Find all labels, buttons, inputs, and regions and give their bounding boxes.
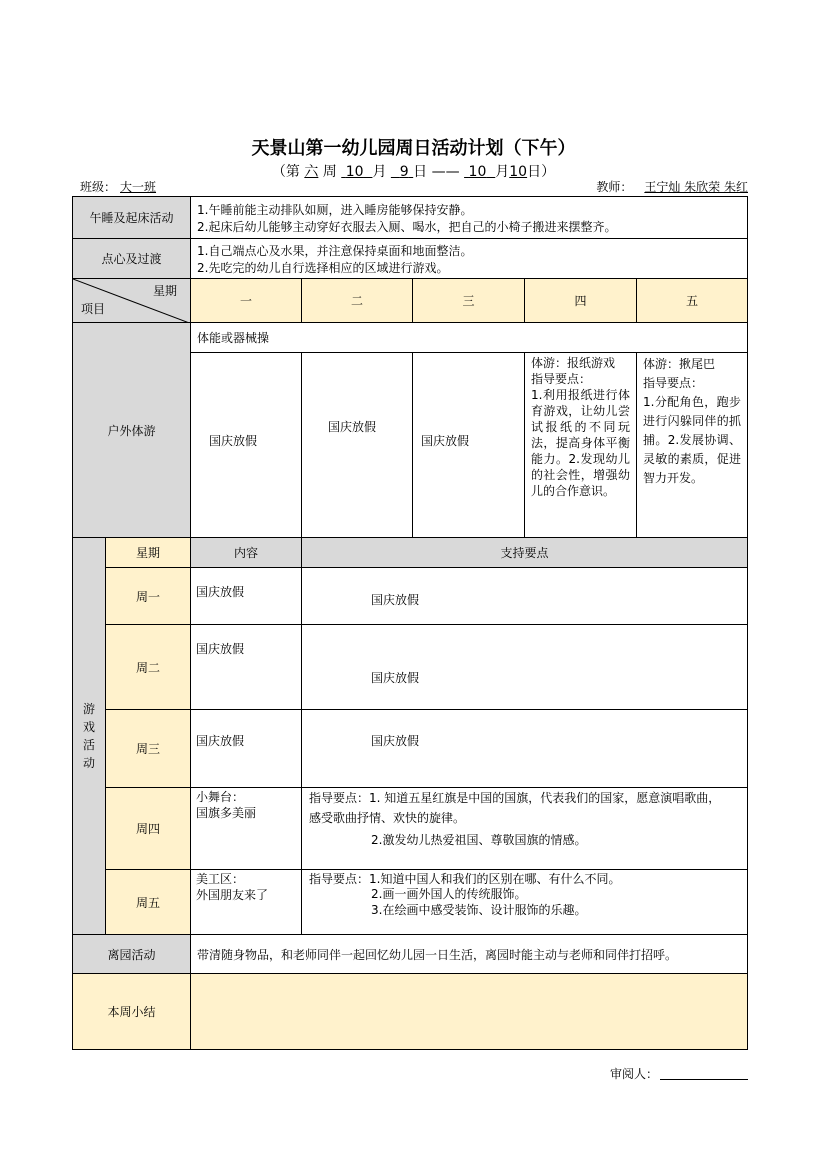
page-title: 天景山第一幼儿园周日活动计划（下午） bbox=[251, 138, 576, 159]
game-label bbox=[72, 537, 106, 935]
class-info bbox=[80, 179, 192, 195]
nap-content bbox=[190, 196, 748, 239]
end-month: 10 bbox=[468, 164, 487, 180]
game-content: 小舞台： 国旗多美丽 bbox=[190, 787, 302, 870]
support-text: 国庆放假 bbox=[371, 734, 420, 748]
support-line: 感受歌曲抒情、欢快的旋律。 bbox=[309, 811, 466, 825]
class-label: 班级： bbox=[80, 180, 117, 194]
support-line: 2.激发幼儿热爱祖国、尊敬国旗的情感。 bbox=[371, 833, 587, 847]
game-day: 周一 bbox=[105, 567, 191, 625]
leave-content: 带清随身物品，和老师同伴一起回忆幼儿园一日生活，离园时能主动与老师和同伴打招呼。 bbox=[190, 934, 748, 974]
start-month: 10 bbox=[345, 164, 364, 180]
reviewer-label: 审阅人： bbox=[610, 1067, 659, 1081]
guide-text: 1.利用报纸进行体育游戏，让幼儿尝试报纸的不同玩法，提高身体平衡能力。2.发现幼儿的社会性，增强幼儿的合作意识。 bbox=[531, 388, 630, 498]
snack-content bbox=[190, 238, 748, 279]
game-col-support: 支持要点 bbox=[301, 537, 748, 568]
nap-line: 1.午睡前能主动排队如厕，进入睡房能够保持安静。 bbox=[197, 203, 473, 217]
date-range bbox=[0, 161, 827, 181]
game-support bbox=[301, 567, 748, 625]
teacher-value: 王宁灿 朱欣荣 朱红 bbox=[644, 180, 748, 194]
content-text: 国庆放假 bbox=[196, 734, 245, 748]
class-value: 大一班 bbox=[120, 180, 157, 194]
support-text: 国庆放假 bbox=[371, 671, 420, 685]
game-support bbox=[301, 787, 748, 870]
support-line: 2.画一画外国人的传统服饰。 bbox=[371, 887, 527, 901]
nap-label: 午睡及起床活动 bbox=[72, 196, 191, 239]
outdoor-cell-tue bbox=[301, 352, 413, 538]
reviewer-signature-line[interactable] bbox=[660, 1079, 748, 1080]
week-number: 六 bbox=[304, 164, 319, 180]
cell-text: 国庆放假 bbox=[209, 434, 258, 448]
summary-label: 本周小结 bbox=[72, 973, 191, 1050]
nap-line: 2.起床后幼儿能够主动穿好衣服去入厕、喝水，把自己的小椅子搬进来摆整齐。 bbox=[197, 220, 617, 234]
text: （第 bbox=[271, 164, 300, 180]
game-day: 周四 bbox=[105, 787, 191, 870]
game-support bbox=[301, 869, 748, 935]
header-weekday: 星期 bbox=[153, 284, 178, 298]
snack-label: 点心及过渡 bbox=[72, 238, 191, 279]
support-text: 国庆放假 bbox=[371, 593, 420, 607]
cell-text: 国庆放假 bbox=[421, 434, 470, 448]
day-header: 一 bbox=[190, 278, 302, 323]
outdoor-cell-fri bbox=[636, 352, 748, 538]
game-support bbox=[301, 624, 748, 710]
game-col-weekday: 星期 bbox=[105, 537, 191, 568]
game-content: 美工区： 外国朋友来了 bbox=[190, 869, 302, 935]
guide-label: 指导要点： bbox=[531, 372, 592, 386]
game-content bbox=[190, 567, 302, 625]
cell-text: 国庆放假 bbox=[328, 420, 377, 434]
content-text: 国庆放假 bbox=[196, 642, 245, 656]
start-day: 9 bbox=[399, 164, 409, 180]
snack-line: 1.自己端点心及水果，并注意保持桌面和地面整洁。 bbox=[197, 244, 473, 258]
outdoor-label: 户外体游 bbox=[72, 322, 191, 538]
guide-label: 指导要点： bbox=[643, 376, 704, 390]
summary-content bbox=[190, 973, 748, 1050]
game-content bbox=[190, 624, 302, 710]
outdoor-cell-wed bbox=[412, 352, 525, 538]
support-line: 指导要点：1.知道中国人和我们的区别在哪、有什么不同。 bbox=[309, 872, 621, 886]
content-text: 国庆放假 bbox=[196, 585, 245, 599]
game-support bbox=[301, 709, 748, 788]
guide-text: 1.分配角色，跑步进行闪躲同伴的抓捕。2.发展协调、灵敏的素质，促进智力开发。 bbox=[643, 395, 741, 485]
text: 月 bbox=[372, 164, 387, 180]
activity-title: 体游：揪尾巴 bbox=[643, 357, 716, 371]
snack-line: 2.先吃完的幼儿自行选择相应的区域进行游戏。 bbox=[197, 261, 449, 275]
leave-label: 离园活动 bbox=[72, 934, 191, 974]
header-diagonal-cell bbox=[72, 278, 191, 323]
text: 日 —— bbox=[413, 164, 460, 180]
game-day: 周二 bbox=[105, 624, 191, 710]
day-header: 五 bbox=[636, 278, 748, 323]
text: 月 bbox=[495, 164, 510, 180]
outdoor-category: 体能或器械操 bbox=[190, 322, 748, 353]
day-header: 二 bbox=[301, 278, 413, 323]
teacher-label: 教师： bbox=[596, 180, 633, 194]
text: 日） bbox=[527, 164, 556, 180]
game-day: 周三 bbox=[105, 709, 191, 788]
game-col-content: 内容 bbox=[190, 537, 302, 568]
outdoor-cell-mon bbox=[190, 352, 302, 538]
text: 周 bbox=[322, 164, 337, 180]
support-line: 3.在绘画中感受装饰、设计服饰的乐趣。 bbox=[371, 903, 587, 917]
day-header: 四 bbox=[524, 278, 637, 323]
game-label-text: 游戏活动 bbox=[82, 702, 95, 770]
teacher-info bbox=[596, 179, 748, 195]
outdoor-cell-thu bbox=[524, 352, 637, 538]
game-content bbox=[190, 709, 302, 788]
day-header: 三 bbox=[412, 278, 525, 323]
support-line: 指导要点：1. 知道五星红旗是中国的国旗，代表我们的国家，愿意演唱歌曲， bbox=[309, 791, 721, 805]
activity-title: 体游：报纸游戏 bbox=[531, 356, 616, 370]
end-day: 10 bbox=[509, 164, 528, 180]
game-day: 周五 bbox=[105, 869, 191, 935]
header-item: 项目 bbox=[81, 302, 106, 316]
